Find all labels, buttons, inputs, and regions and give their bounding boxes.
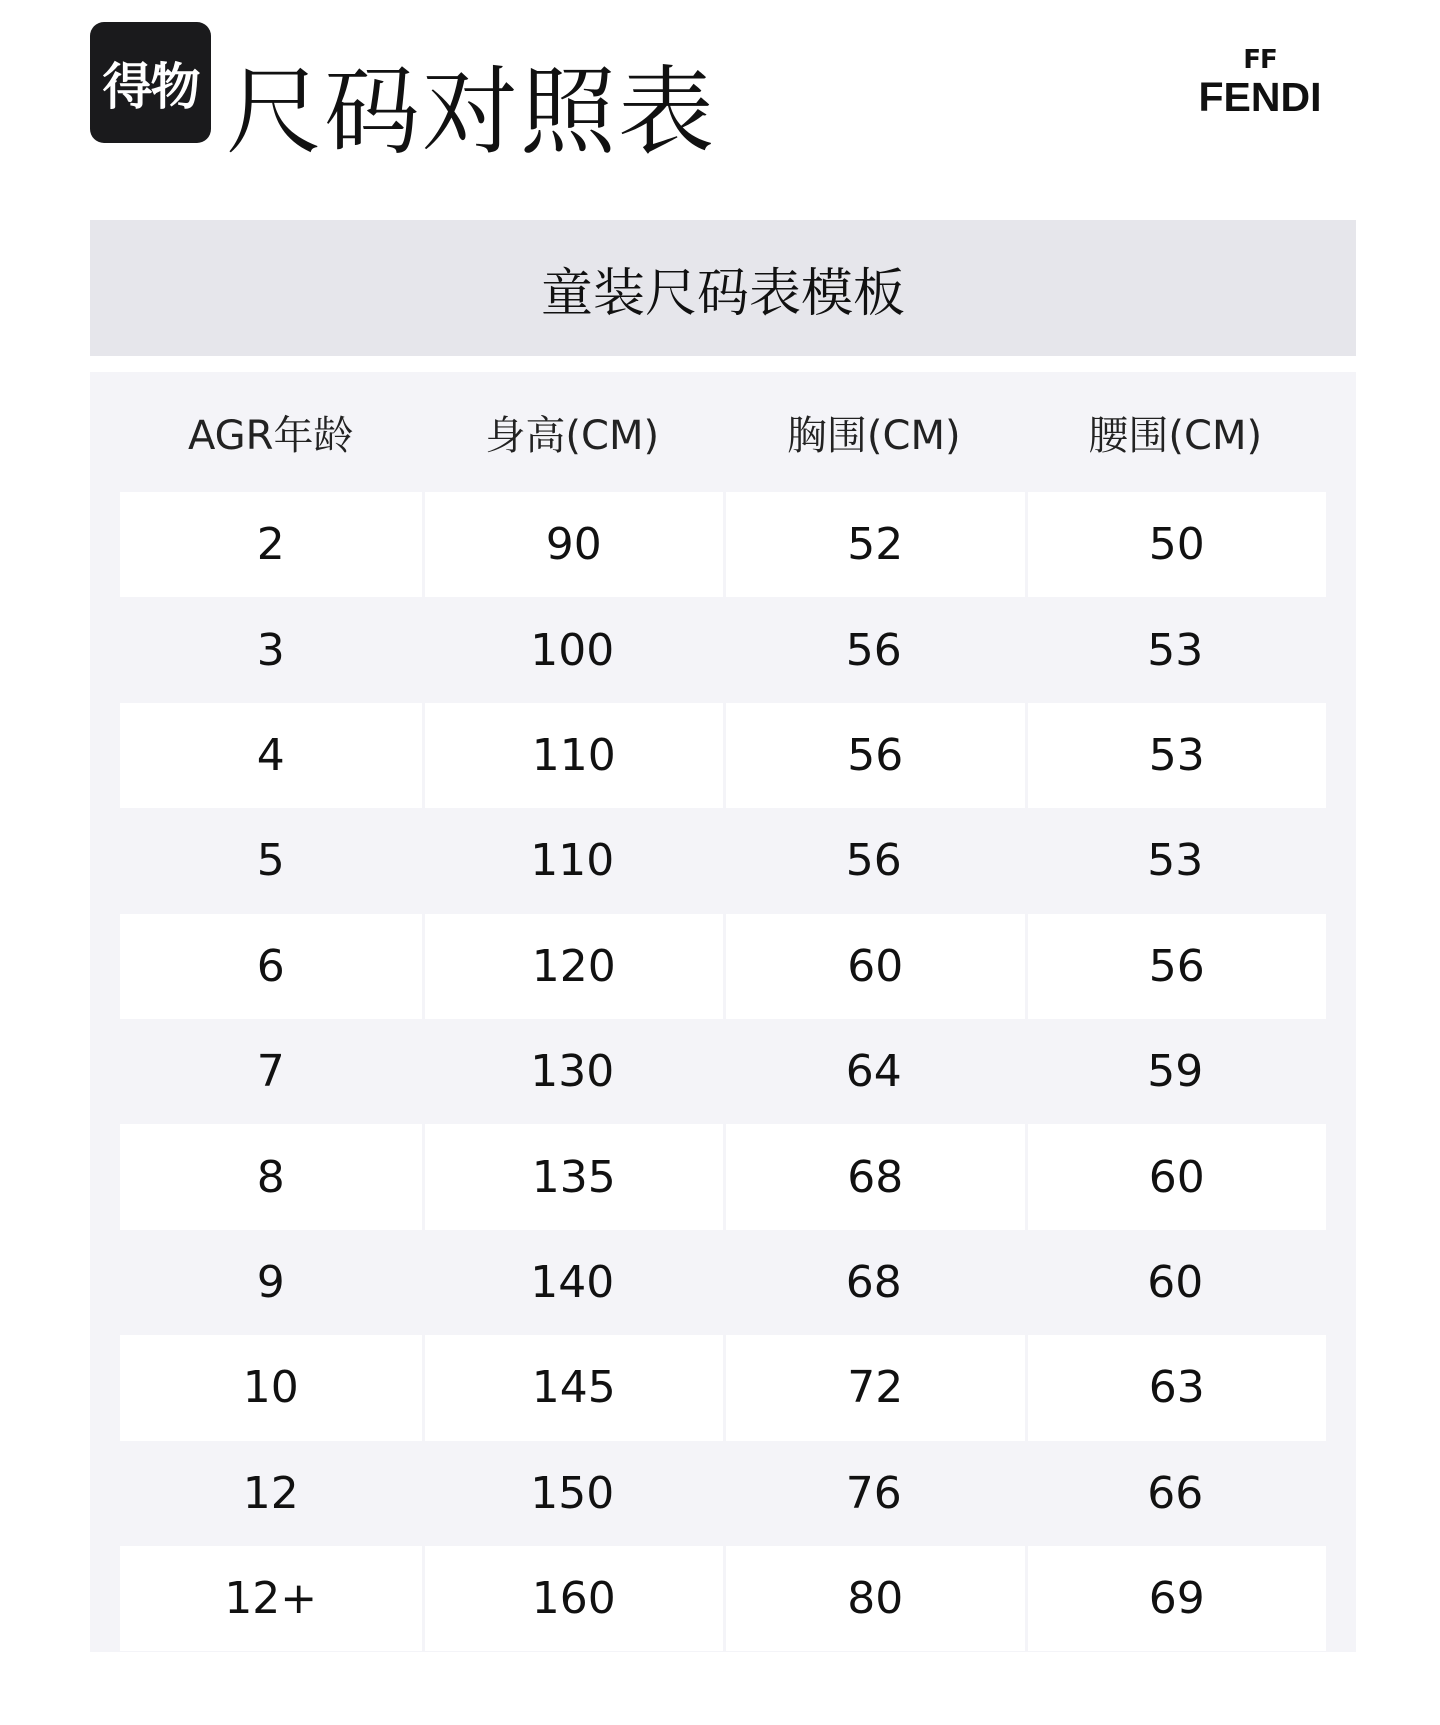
cell-height: 90 [422,492,724,597]
cell-waist: 50 [1025,492,1327,597]
cell-chest: 76 [845,1467,902,1519]
cell-age: 12 [242,1467,299,1519]
cell-waist: 59 [1147,1046,1204,1098]
table-header-row [120,372,1326,492]
cell-age: 4 [120,703,422,808]
app-logo-badge: 得物 [90,22,211,143]
cell-chest: 56 [723,703,1025,808]
cell-height: 145 [422,1335,724,1440]
cell-age: 7 [256,1046,285,1098]
table-rows [120,492,1326,1651]
column-header-waist: 腰围(CM) [1088,412,1263,459]
cell-waist: 60 [1025,1124,1327,1229]
brand-name: FENDI [1198,74,1322,120]
cell-height: 100 [530,624,615,676]
cell-height: 110 [422,703,724,808]
cell-chest: 56 [845,835,902,887]
column-header-height: 身高(CM) [485,412,660,459]
cell-chest: 64 [845,1046,902,1098]
cell-age: 10 [120,1335,422,1440]
cell-chest: 68 [845,1256,902,1308]
cell-waist: 60 [1147,1256,1204,1308]
cell-height: 110 [530,835,615,887]
cell-waist: 69 [1025,1546,1327,1651]
cell-waist: 53 [1147,624,1204,676]
table-row [120,1019,1326,1124]
cell-age: 5 [256,835,285,887]
table-row [120,1546,1326,1651]
cell-waist: 56 [1025,914,1327,1019]
cell-chest: 80 [723,1546,1025,1651]
cell-age: 6 [120,914,422,1019]
cell-height: 120 [422,914,724,1019]
table-row [120,914,1326,1019]
cell-chest: 56 [845,624,902,676]
page-title: 尺码对照表 [226,56,716,168]
table-row [120,597,1326,702]
table-title: 童装尺码表模板 [90,220,1356,356]
brand-monogram-icon: FF [1243,45,1277,75]
table-row [120,1335,1326,1440]
page-header [0,0,1440,200]
cell-height: 130 [530,1046,615,1098]
size-chart-panel [90,220,1356,1652]
cell-age: 9 [256,1256,285,1308]
cell-waist: 53 [1025,703,1327,808]
cell-age: 8 [120,1124,422,1229]
cell-age: 12+ [120,1546,422,1651]
cell-height: 140 [530,1256,615,1308]
cell-chest: 68 [723,1124,1025,1229]
table-row [120,1441,1326,1546]
table-row [120,1230,1326,1335]
cell-waist: 63 [1025,1335,1327,1440]
brand-logo [1195,44,1325,118]
size-table [90,372,1356,1652]
cell-chest: 52 [723,492,1025,597]
table-row [120,1124,1326,1229]
cell-chest: 60 [723,914,1025,1019]
cell-height: 160 [422,1546,724,1651]
cell-height: 135 [422,1124,724,1229]
cell-age: 2 [120,492,422,597]
cell-waist: 53 [1147,835,1204,887]
cell-chest: 72 [723,1335,1025,1440]
cell-waist: 66 [1147,1467,1204,1519]
table-row [120,492,1326,597]
table-row [120,703,1326,808]
cell-age: 3 [256,624,285,676]
cell-height: 150 [530,1467,615,1519]
table-row [120,808,1326,913]
column-header-age: AGR年龄 [188,412,354,459]
column-header-chest: 胸围(CM) [786,412,961,459]
